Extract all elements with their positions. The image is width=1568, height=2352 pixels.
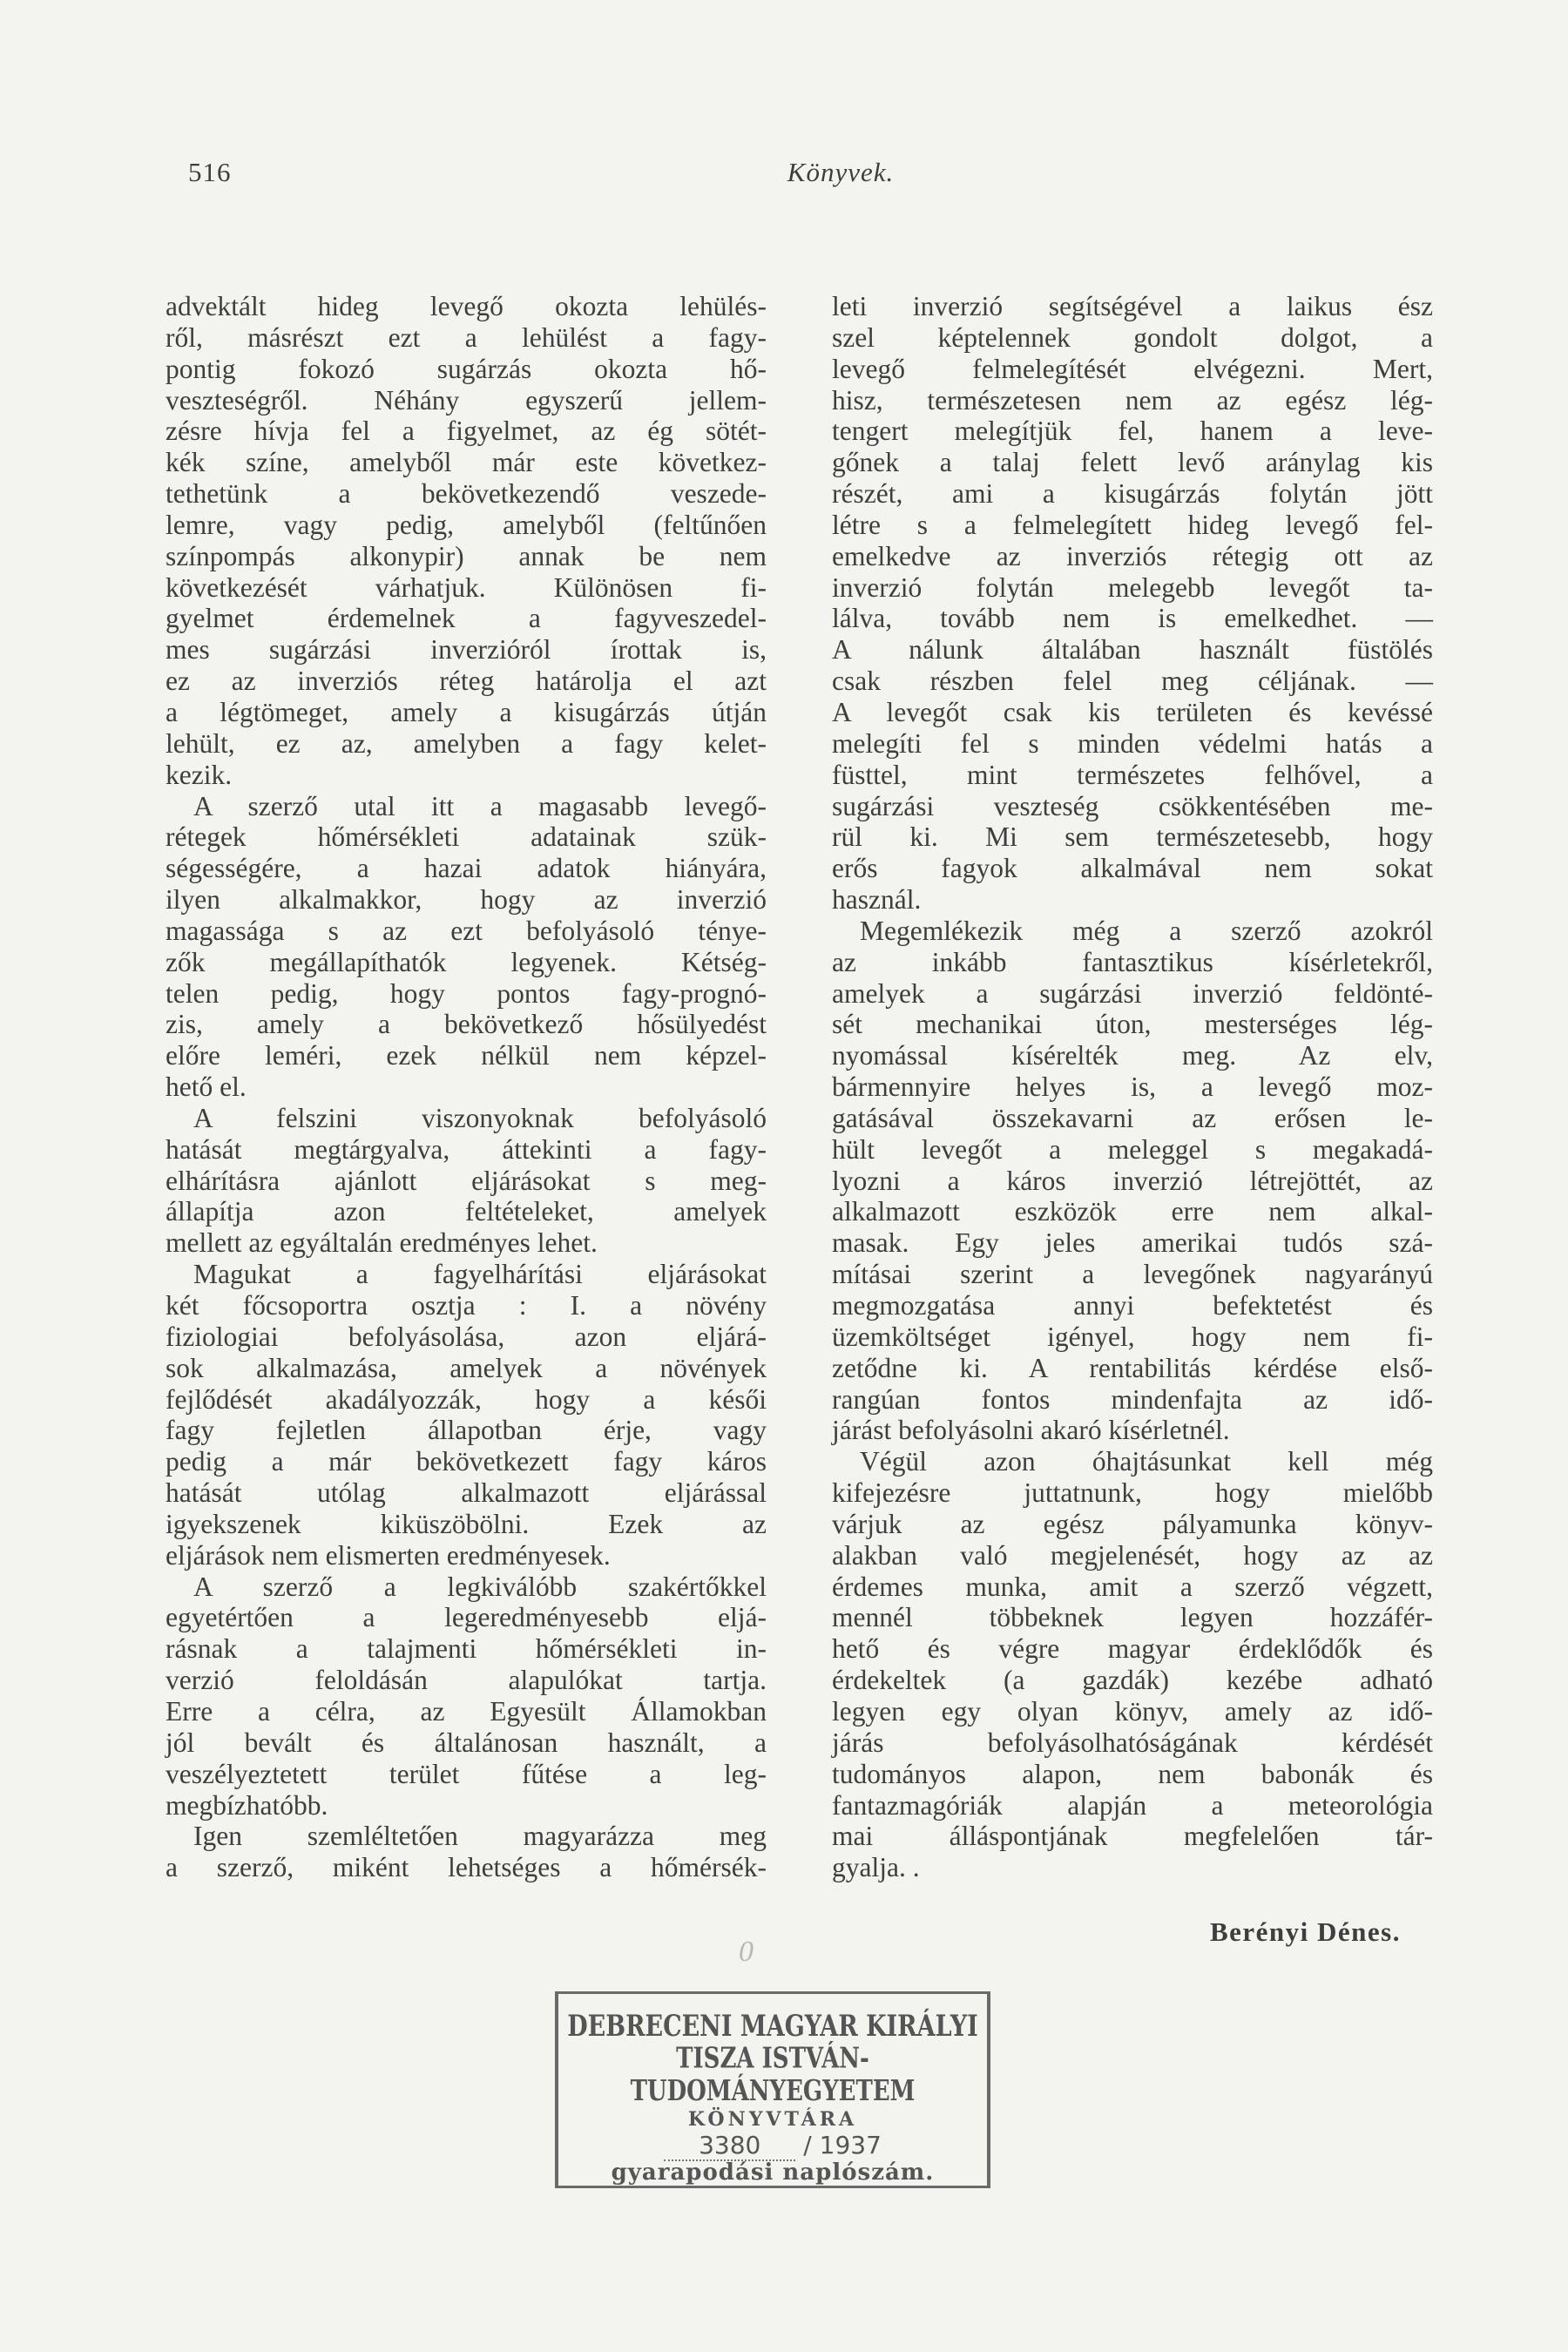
text-line: sét mechanikai úton, mesterséges lég-	[832, 1009, 1433, 1040]
text-line: ségességére, a hazai adatok hiányára,	[166, 853, 767, 884]
text-line: legyen egy olyan könyv, amely az idő-	[832, 1695, 1433, 1727]
text-line: leti inverzió segítségével a laikus ész	[832, 291, 1433, 321]
text-line: létre s a felmelegített hideg levegő fel-	[832, 509, 1433, 540]
text-line: eljárások nem elismerten eredményesek.	[166, 1539, 611, 1571]
text-line: használ.	[832, 884, 922, 916]
text-line: részét, ami a kisugárzás folytán jött	[832, 478, 1433, 510]
text-line: Megemlékezik még a szerző azokról	[860, 915, 1433, 946]
text-line: megmozgatása annyi befektetést és	[832, 1290, 1433, 1321]
text-line: kék színe, amelyből már este következ-	[166, 447, 767, 478]
text-line: zésre hívja fel a figyelmet, az ég sötét-	[166, 416, 767, 447]
text-line: mellett az egyáltalán eredményes lehet.	[166, 1227, 598, 1259]
text-line: gyelmet érdemelnek a fagyveszedel-	[166, 603, 767, 634]
text-line: hatását megtárgyalva, áttekinti a fagy-	[166, 1133, 767, 1165]
text-line: Végül azon óhajtásunkat kell még	[860, 1446, 1433, 1477]
text-line: masak. Egy jeles amerikai tudós szá-	[832, 1227, 1433, 1259]
text-line: melegíti fel s minden védelmi hatás a	[832, 727, 1433, 759]
text-line: rül ki. Mi sem természetesebb, hogy	[832, 821, 1433, 853]
text-line: rásnak a talajmenti hőmérsékleti in-	[166, 1633, 767, 1665]
text-line: nyomással kísérelték meg. Az elv,	[832, 1040, 1433, 1071]
text-line: tengert melegítjük fel, hanem a leve-	[832, 416, 1433, 447]
text-line: lyozni a káros inverzió létrejöttét, az	[832, 1165, 1433, 1196]
text-line: alakban való megjelenését, hogy az az	[832, 1539, 1433, 1571]
stamp-accession-number: 3380	[664, 2131, 795, 2161]
text-line: mai álláspontjának megfelelően tár-	[832, 1821, 1433, 1852]
page-number: 516	[188, 157, 232, 187]
text-line: A szerző a legkiválóbb szakértőkkel	[193, 1571, 767, 1602]
text-line: sugárzási veszteség csökkentésében me-	[832, 790, 1433, 821]
text-line: mításai szerint a levegőnek nagyarányú	[832, 1259, 1433, 1290]
text-line: gőnek a talaj felett levő aránylag kis	[832, 447, 1433, 478]
text-line: hatását utólag alkalmazott eljárással	[166, 1477, 767, 1509]
text-line: A felszini viszonyoknak befolyásoló	[193, 1102, 767, 1133]
text-line: igyekszenek kiküszöbölni. Ezek az	[166, 1508, 767, 1539]
text-line: pedig a már bekövetkezett fagy káros	[166, 1446, 767, 1477]
text-line: elhárításra ajánlott eljárásokat s meg-	[166, 1165, 767, 1196]
text-line: mennél többeknek legyen hozzáfér-	[832, 1602, 1433, 1633]
text-line: előre leméri, ezek nélkül nem képzel-	[166, 1040, 767, 1071]
stamp-line-2: TISZA ISTVÁN-TUDOMÁNYEGYETEM	[630, 2042, 916, 2108]
text-line: következését várhatjuk. Különösen fi-	[166, 571, 767, 603]
text-line: szel képtelennek gondolt dolgot, a	[832, 321, 1433, 353]
text-line: egyetértően a legeredményesebb eljá-	[166, 1602, 767, 1633]
text-line: színpompás alkonypir) annak be nem	[166, 540, 767, 571]
text-line: Magukat a fagyelhárítási eljárásokat	[193, 1259, 767, 1290]
text-line: Erre a célra, az Egyesült Államokban	[166, 1695, 767, 1727]
library-stamp	[555, 1991, 990, 2188]
right-column	[832, 291, 1433, 1883]
text-line: zis, amely a bekövetkező hősülyedést	[166, 1009, 767, 1040]
text-line: lehült, ez az, amelyben a fagy kelet-	[166, 727, 767, 759]
text-line: kezik.	[166, 759, 233, 790]
text-line: hető és végre magyar érdeklődők és	[832, 1633, 1433, 1665]
text-line: lemre, vagy pedig, amelyből (feltűnően	[166, 509, 767, 540]
text-line: zetődne ki. A rentabilitás kérdése első-	[832, 1352, 1433, 1383]
text-line: ről, másrészt ezt a lehülést a fagy-	[166, 321, 767, 353]
text-line: megbízhatóbb.	[166, 1789, 328, 1821]
text-line: két főcsoportra osztja : I. a növény	[166, 1290, 767, 1321]
text-line: a szerző, miként lehetséges a hőmérsék-	[166, 1852, 767, 1883]
text-line: magassága s az ezt befolyásoló ténye-	[166, 915, 767, 946]
text-line: tethetünk a bekövetkezendő veszede-	[166, 478, 767, 510]
text-line: sok alkalmazása, amelyek a növények	[166, 1352, 767, 1383]
text-line: alkalmazott eszközök erre nem alkal-	[832, 1196, 1433, 1227]
text-line: inverzió folytán melegebb levegőt ta-	[832, 571, 1433, 603]
text-line: veszteségről. Néhány egyszerű jellem-	[166, 384, 767, 416]
text-line: fantazmagóriák alapján a meteorológia	[832, 1789, 1433, 1821]
text-line: járás befolyásolhatóságának kérdését	[832, 1727, 1433, 1758]
text-line: pontig fokozó sugárzás okozta hő-	[166, 353, 767, 384]
text-line: várjuk az egész pályamunka könyv-	[832, 1508, 1433, 1539]
text-line: mes sugárzási inverzióról írottak is,	[166, 634, 767, 666]
text-line: állapítja azon feltételeket, amelyek	[166, 1196, 767, 1227]
text-line: üzemköltséget igényel, hogy nem fi-	[832, 1321, 1433, 1352]
text-line: érdekeltek (a gazdák) kezébe adható	[832, 1665, 1433, 1696]
text-line: fejlődését akadályozzák, hogy a késői	[166, 1383, 767, 1415]
text-line: erős fagyok alkalmával nem sokat	[832, 853, 1433, 884]
author-signature: Berényi Dénes.	[1209, 1916, 1401, 1947]
text-line: veszélyeztetett terület fűtése a leg-	[166, 1758, 767, 1789]
text-line: ez az inverziós réteg határolja el azt	[166, 666, 767, 697]
text-line: ilyen alkalmakkor, hogy az inverzió	[166, 884, 767, 916]
text-line: jól bevált és általánosan használt, a	[166, 1727, 767, 1758]
text-line: fiziologiai befolyásolása, azon eljárá-	[166, 1321, 767, 1352]
stamp-year: 1937	[819, 2131, 882, 2159]
text-line: járást befolyásolni akaró kísérletnél.	[832, 1415, 1230, 1446]
text-line: Igen szemléltetően magyarázza meg	[193, 1821, 767, 1852]
text-line: bármennyire helyes is, a levegő moz-	[832, 1071, 1433, 1103]
text-line: tudományos alapon, nem babonák és	[832, 1758, 1433, 1789]
text-line: zők megállapíthatók legyenek. Kétség-	[166, 946, 767, 977]
text-line: emelkedve az inverziós rétegig ott az	[832, 540, 1433, 571]
text-line: telen pedig, hogy pontos fagy-prognó-	[166, 977, 767, 1009]
text-line: kifejezésre juttatnunk, hogy mielőbb	[832, 1477, 1433, 1509]
text-line: gyalja. .	[832, 1852, 920, 1883]
stamp-number-line: 3380 / 1937	[558, 2131, 987, 2159]
text-line: füsttel, mint természetes felhővel, a	[832, 759, 1433, 790]
left-column	[166, 291, 767, 1883]
text-line: az inkább fantasztikus kísérletekről,	[832, 946, 1433, 977]
text-line: verzió feloldásán alapulókat tartja.	[166, 1665, 767, 1696]
stamp-line-3: KÖNYVTÁRA	[687, 2108, 858, 2131]
text-line: gatásával összekavarni az erősen le-	[832, 1102, 1433, 1133]
text-line: hült levegőt a meleggel s megakadá-	[832, 1133, 1433, 1165]
text-line: fagy fejletlen állapotban érje, vagy	[166, 1415, 767, 1446]
text-line: levegő felmelegítését elvégezni. Mert,	[832, 353, 1433, 384]
running-head: Könyvek.	[787, 157, 895, 187]
text-line: rangúan fontos mindenfajta az idő-	[832, 1383, 1433, 1415]
stamp-line-1: DEBRECENI MAGYAR KIRÁLYI	[567, 2010, 978, 2044]
text-line: a légtömeget, amely a kisugárzás útján	[166, 696, 767, 727]
text-line: rétegek hőmérsékleti adatainak szük-	[166, 821, 767, 853]
text-line: A nálunk általában használt füstölés	[832, 634, 1433, 666]
text-line: érdemes munka, amit a szerző végzett,	[832, 1571, 1433, 1602]
stamp-line-5: gyarapodási naplószám.	[611, 2159, 935, 2186]
text-line: advektált hideg levegő okozta lehülés-	[166, 291, 767, 321]
text-line: A szerző utal itt a magasabb levegő-	[193, 790, 767, 821]
text-line: hisz, természetesen nem az egész lég-	[832, 384, 1433, 416]
text-line: amelyek a sugárzási inverzió feldönté-	[832, 977, 1433, 1009]
text-line: A levegőt csak kis területen és kevéssé	[832, 696, 1433, 727]
text-line: hető el.	[166, 1071, 247, 1103]
handwritten-mark: 0	[739, 1936, 754, 1968]
text-line: csak részben felel meg céljának. —	[832, 666, 1433, 697]
text-line: lálva, tovább nem is emelkedhet. —	[832, 603, 1433, 634]
